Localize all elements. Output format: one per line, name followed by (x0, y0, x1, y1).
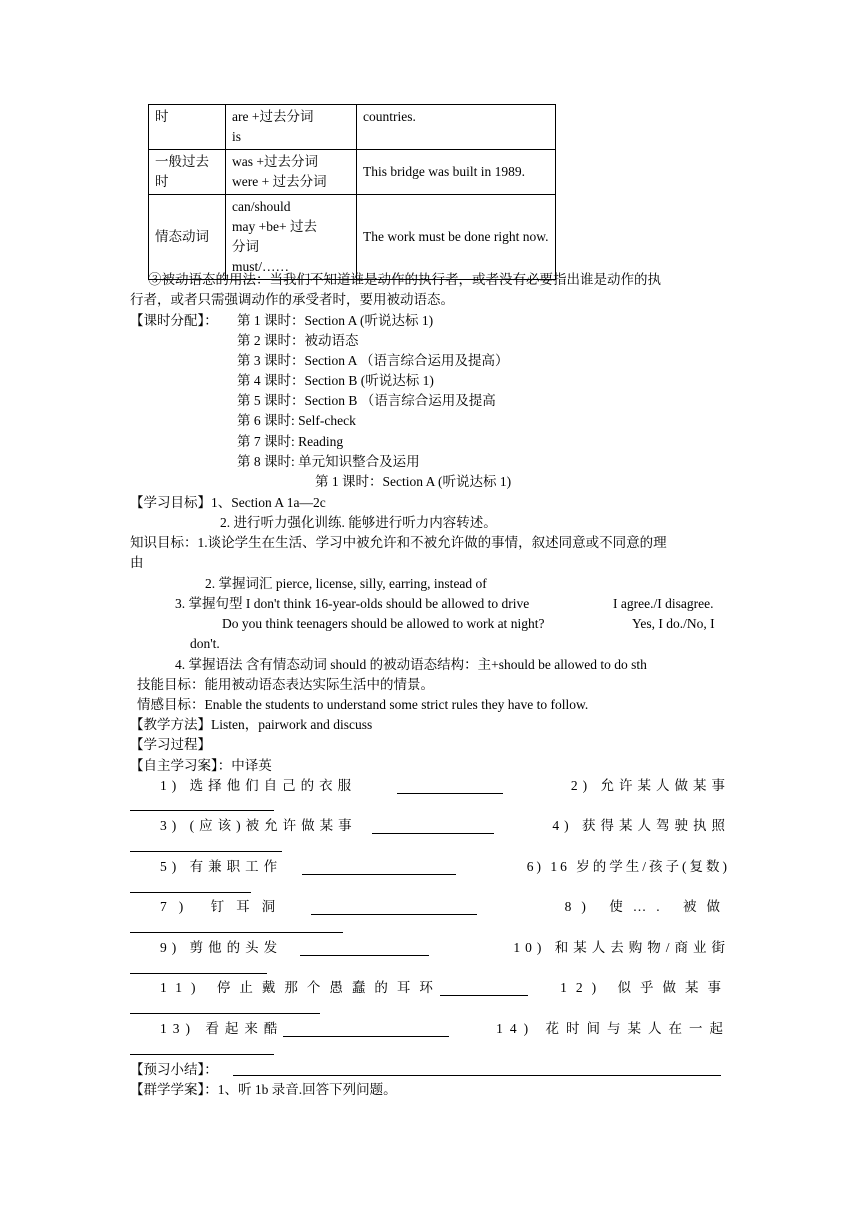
usage-line-1: ③被动语态的用法：当我们不知道谁是动作的执行者，或者没有必要指出谁是动作的执 (148, 272, 661, 287)
structure-cell: was +过去分词 were + 过去分词 (226, 150, 357, 195)
exercise-row (130, 816, 730, 836)
emotion-goal: 情感目标：Enable the students to understand some strict rules they have to follow. (137, 697, 589, 712)
vocab-goal: 2. 掌握词汇 pierce, license, silly, earring, instead of (205, 576, 487, 591)
table-row (149, 105, 556, 150)
answer-blank[interactable] (130, 810, 274, 811)
answer-blank[interactable] (372, 819, 494, 834)
exercise-row (130, 938, 730, 958)
tense-cell: 一般过去 时 (149, 150, 226, 195)
exercise-prompt: 1) 选择他们自己的衣服 (160, 778, 357, 793)
exercise-row (130, 857, 730, 877)
schedule-heading: 【课时分配】： (130, 313, 218, 328)
group-study-heading: 【群学学案】：1、听 1b 录音.回答下列问题。 (130, 1082, 397, 1097)
goal-line: 2. 进行听力强化训练. 能够进行听力内容转述。 (220, 515, 497, 530)
answer-blank[interactable] (283, 1022, 449, 1037)
structure-cell: are +过去分词 is (226, 105, 357, 150)
goal-line: 【学习目标】1、Section A 1a—2c (130, 495, 326, 510)
structure-cell: can/should may +be+ 过去 分词 must/…… (226, 195, 357, 280)
answer-blank[interactable] (130, 892, 251, 893)
tense-cell: 情态动词 (149, 195, 226, 280)
exercise-prompt: 6) 16 岁的学生/孩子(复数) (526, 859, 730, 874)
answer-blank[interactable] (311, 900, 477, 915)
learning-process: 【学习过程】 (130, 737, 211, 752)
grammar-table (148, 104, 556, 280)
exercise-prompt: 9) 剪他的头发 (160, 940, 283, 955)
summary-blank[interactable] (233, 1075, 721, 1076)
example-cell: This bridge was built in 1989. (357, 150, 556, 195)
schedule-item: 第 5 课时：Section B （语言综合运用及提高 (237, 393, 496, 408)
schedule-item: 第 1 课时：Section A (听说达标 1) (237, 313, 434, 328)
exercise-prompt: 3) (应该)被允许做某事 (160, 818, 357, 833)
exercise-prompt: 2) 允许某人做某事 (570, 778, 730, 793)
answer-blank[interactable] (130, 932, 343, 933)
answer-blank[interactable] (302, 860, 456, 875)
answer-blank[interactable] (440, 981, 528, 996)
exercise-row (130, 776, 730, 796)
knowledge-goal: 知识目标：1.谈论学生在生活、学习中被允许和不被允许做的事情，叙述同意或不同意的理 (130, 535, 667, 550)
answer-blank[interactable] (397, 779, 503, 794)
exercise-row (130, 978, 730, 998)
self-study-heading: 【自主学习案】：中译英 (130, 758, 272, 773)
exercise-prompt: 13) 看起来酷 (160, 1021, 284, 1036)
exercise-prompt: 14) 花时间与某人在一起 (496, 1021, 730, 1036)
preview-summary-label: 【预习小结】： (130, 1062, 218, 1077)
exercise-prompt: 12) 似乎做某事 (560, 980, 730, 995)
usage-line-2: 行者，或者只需强调动作的承受者时，要用被动语态。 (130, 292, 454, 307)
lesson-title: 第 1 课时：Section A (听说达标 1) (315, 474, 512, 489)
table-row (149, 150, 556, 195)
answer-blank[interactable] (130, 1054, 274, 1055)
tense-cell: 时 (149, 105, 226, 150)
table-row (149, 195, 556, 280)
exercise-prompt: 10) 和某人去购物/商业街 (513, 940, 730, 955)
exercise-prompt: 5) 有兼职工作 (160, 859, 283, 874)
exercise-prompt: 8) 使…. 被做 (564, 899, 730, 914)
grammar-goal: 4. 掌握语法 含有情态动词 should 的被动语态结构：主+should be allowed to do sth (175, 657, 647, 672)
knowledge-goal-cont: 由 (130, 555, 144, 570)
schedule-item: 第 6 课时: Self-check (237, 413, 356, 428)
answer-blank[interactable] (130, 851, 282, 852)
schedule-item: 第 4 课时：Section B (听说达标 1) (237, 373, 434, 388)
pattern-goal: 3. 掌握句型 I don't think 16-year-olds should be allowed to drive (175, 596, 530, 611)
pattern-goal: Do you think teenagers should be allowed to work at night? (222, 616, 545, 631)
schedule-item: 第 3 课时：Section A （语言综合运用及提高） (237, 353, 509, 368)
exercise-row (130, 1019, 730, 1039)
exercise-prompt: 11) 停止戴那个愚蠢的耳环 (160, 980, 442, 995)
pattern-goal-cont: don't. (190, 636, 220, 651)
exercise-prompt: 7) 钉耳洞 (160, 899, 288, 914)
skill-goal: 技能目标：能用被动语态表达实际生活中的情景。 (137, 677, 434, 692)
schedule-item: 第 2 课时：被动语态 (237, 333, 359, 348)
schedule-item: 第 8 课时: 单元知识整合及运用 (237, 454, 420, 469)
answer-blank[interactable] (300, 941, 429, 956)
pattern-goal-answer: Yes, I do./No, I (632, 616, 715, 631)
schedule-item: 第 7 课时: Reading (237, 434, 344, 449)
answer-blank[interactable] (130, 1013, 320, 1014)
pattern-goal-answer: I agree./I disagree. (613, 596, 714, 611)
example-cell: The work must be done right now. (357, 195, 556, 280)
exercise-prompt: 4) 获得某人驾驶执照 (552, 818, 730, 833)
answer-blank[interactable] (130, 973, 267, 974)
teaching-method: 【教学方法】Listen，pairwork and discuss (130, 717, 373, 732)
example-cell: countries. (357, 105, 556, 150)
exercise-row (130, 897, 730, 917)
